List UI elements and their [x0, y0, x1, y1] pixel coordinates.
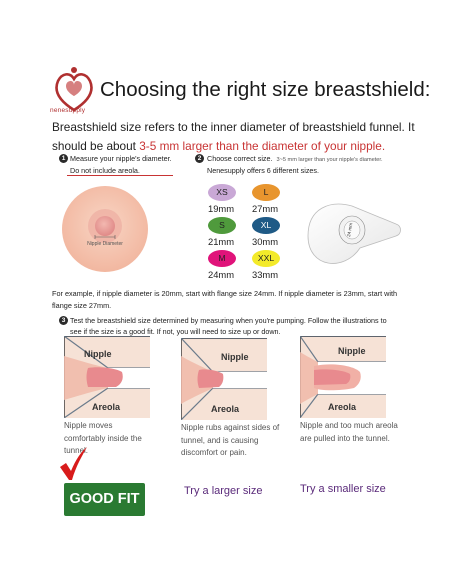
- size-badge-xs: XS: [208, 184, 236, 201]
- fit-description-good: Nipple moves comfortably inside the tunnel.: [64, 421, 142, 455]
- size-badge-s: S: [208, 217, 236, 234]
- fit-diagram-too-small: [181, 338, 267, 420]
- size-mm-xs: 19mm: [208, 203, 235, 214]
- nipple-label: Nipple: [84, 349, 112, 359]
- size-badge-l: L: [252, 184, 280, 201]
- size-badge-xl: XL: [252, 217, 280, 234]
- example-text: For example, if nipple diameter is 20mm, start with flange size 24mm. If nipple diameter is 23mm, start with flange size 27mm.: [52, 289, 398, 310]
- size-mm-l: 27mm: [252, 203, 279, 214]
- fit-description-too-large: Nipple and too much areola are pulled into the tunnel.: [300, 421, 398, 443]
- size-mm-m: 24mm: [208, 269, 235, 280]
- step-2-text-main: Choose correct size.: [207, 154, 273, 163]
- funnel-diameter-label: 24 mm: [346, 222, 354, 238]
- intro-line-2: [52, 139, 385, 153]
- good-fit-badge: GOOD FIT: [64, 483, 145, 516]
- step-2-number: 2: [195, 154, 204, 163]
- step-1-text: Measure your nipple's diameter.: [70, 154, 172, 163]
- fit-diagram-too-large: [300, 336, 386, 418]
- step-2-text: [207, 154, 383, 163]
- nipple-diameter-diagram: [60, 184, 150, 274]
- fit-description-too-small: Nipple rubs against sides of tunnel, and is causing discomfort or pain.: [181, 423, 280, 457]
- step-2-subtext: Nenesupply offers 6 different sizes.: [207, 166, 320, 175]
- step-1-number: 1: [59, 154, 68, 163]
- try-smaller-size-text: Try a smaller size: [300, 483, 386, 495]
- areola-label: Areola: [211, 404, 240, 414]
- intro-line-2-prefix: should be about: [52, 139, 140, 153]
- step-1-underline: [67, 175, 173, 176]
- intro-line-1: Breastshield size refers to the inner diameter of breastshield funnel. It: [52, 120, 415, 134]
- intro-highlight: 3-5 mm larger than the diameter of your nipple.: [139, 139, 386, 153]
- breastshield-funnel-diagram: [300, 196, 405, 276]
- areola-label: Areola: [92, 402, 121, 412]
- size-mm-s: 21mm: [208, 236, 235, 247]
- size-badge-xxl: XXL: [252, 250, 280, 267]
- size-mm-xxl: 33mm: [252, 269, 279, 280]
- page-title: Choosing the right size breastshield:: [100, 78, 431, 101]
- step-1-subtext: Do not include areola.: [70, 166, 140, 175]
- areola-label: Areola: [328, 402, 357, 412]
- nipple-label: Nipple: [221, 352, 249, 362]
- nipple-label: Nipple: [338, 346, 366, 356]
- size-badge-m: M: [208, 250, 236, 267]
- step-2-text-small: 3~5 mm larger than your nipple's diameter.: [276, 157, 383, 163]
- brand-name: nenesupply: [50, 107, 86, 114]
- try-larger-size-text: Try a larger size: [184, 485, 263, 497]
- fit-diagram-good: [64, 336, 150, 418]
- checkmark-icon: [58, 447, 88, 481]
- step-3-text: Test the breastshield size determined by measuring when you're pumping. Follow the illustrations to see if the size is a good fit. If not, you will need to size up or down.: [70, 316, 387, 336]
- nipple-diameter-label: Nipple Diameter: [87, 241, 123, 247]
- size-mm-xl: 30mm: [252, 236, 279, 247]
- step-3-number: 3: [59, 316, 68, 325]
